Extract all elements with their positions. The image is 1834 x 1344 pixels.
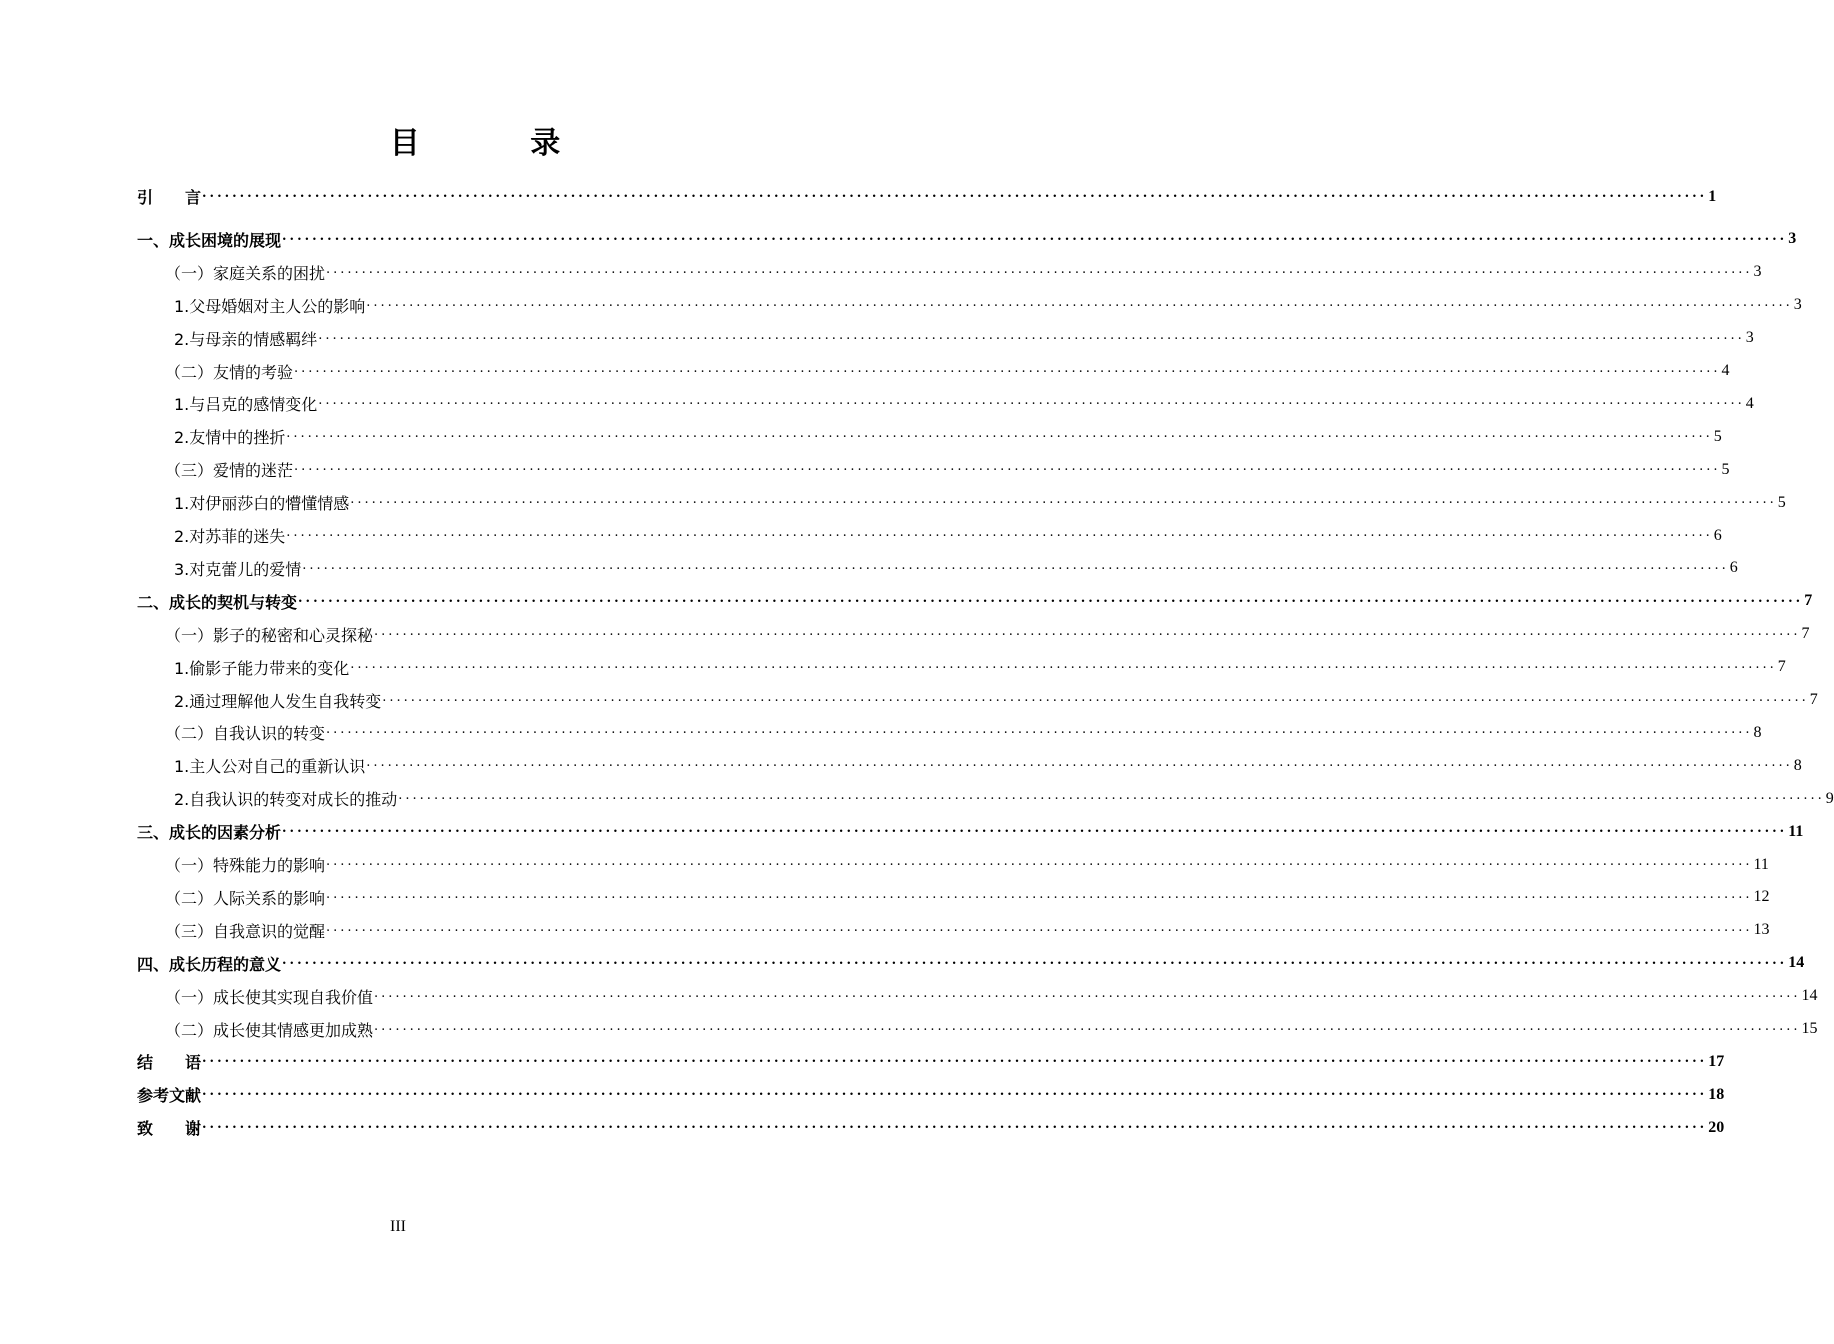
toc-dot-leader: ........................................................................................................................................................................................................ <box>382 689 1809 705</box>
toc-entry-page-number: 8 <box>1793 756 1802 774</box>
page-number-footer: III <box>390 1218 406 1235</box>
toc-entry-page-number: 5 <box>1721 460 1730 478</box>
toc-entry-label: 二、成长的契机与转变 <box>137 592 298 612</box>
toc-entry-label: 参考文献 <box>137 1086 202 1106</box>
toc-entry-page-number: 15 <box>1801 1020 1818 1037</box>
toc-entry-label: 一、成长困境的展现 <box>137 230 282 250</box>
toc-dot-leader: ........................................................................................................................................................................................................ <box>202 1117 1708 1133</box>
toc-entry-page-number: 4 <box>1721 362 1730 379</box>
toc-entry-label: （二）成长使其情感更加成熟 <box>165 1020 374 1040</box>
toc-dot-leader: ........................................................................................................................................................................................................ <box>286 426 1713 442</box>
toc-entry-label: 致 谢 <box>137 1119 202 1139</box>
toc-entry[interactable] <box>137 223 1797 256</box>
toc-entry-page-number: 20 <box>1708 1118 1725 1136</box>
toc-dot-leader: ........................................................................................................................................................................................................ <box>294 360 1721 376</box>
toc-entry[interactable] <box>137 1045 1725 1078</box>
toc-entry[interactable] <box>137 980 1818 1013</box>
page-title: 目 录 <box>389 126 611 161</box>
toc-entry[interactable] <box>137 848 1769 881</box>
toc-entry-label: 3.对克蕾儿的爱情 <box>174 559 302 579</box>
toc-entry[interactable] <box>137 387 1754 420</box>
toc-dot-leader: ........................................................................................................................................................................................................ <box>398 788 1825 804</box>
toc-entry-label: 1.对伊丽莎白的懵懂情感 <box>174 494 350 514</box>
toc-dot-leader: ........................................................................................................................................................................................................ <box>326 261 1753 277</box>
toc-dot-leader: ........................................................................................................................................................................................................ <box>302 557 1729 573</box>
toc-entry-page-number: 1 <box>1708 187 1717 205</box>
toc-entry-label: 三、成长的因素分析 <box>137 823 282 843</box>
toc-dot-leader: ........................................................................................................................................................................................................ <box>366 294 1793 310</box>
toc-entry-label: （二）友情的考验 <box>165 362 294 382</box>
toc-entry-label: 引 言 <box>137 188 202 207</box>
toc-entry-page-number: 7 <box>1804 592 1813 610</box>
toc-entry-page-number: 3 <box>1788 230 1797 248</box>
toc-dot-leader: ........................................................................................................................................................................................................ <box>374 985 1801 1001</box>
toc-entry-page-number: 8 <box>1753 723 1762 741</box>
toc-entry[interactable] <box>137 749 1802 782</box>
toc-entry-page-number: 3 <box>1793 296 1802 314</box>
toc-dot-leader: ........................................................................................................................................................................................................ <box>366 755 1793 771</box>
toc-entry-page-number: 11 <box>1788 822 1804 840</box>
toc-entry-label: 1.与吕克的感情变化 <box>174 395 318 415</box>
toc-entry[interactable] <box>137 552 1738 585</box>
toc-entry-label: （二）自我认识的转变 <box>165 724 326 744</box>
toc-dot-leader: ........................................................................................................................................................................................................ <box>350 492 1777 508</box>
toc-entry-label: 四、成长历程的意义 <box>137 954 282 974</box>
toc-entry-page-number: 12 <box>1753 888 1770 906</box>
toc-entry[interactable] <box>137 881 1770 914</box>
toc-entry-label: 1.偷影子能力带来的变化 <box>174 658 350 678</box>
toc-entry[interactable] <box>137 289 1802 322</box>
toc-entry-label: （一）家庭关系的困扰 <box>165 263 326 283</box>
toc-entry-page-number: 17 <box>1708 1052 1725 1070</box>
toc-entry[interactable] <box>137 1111 1725 1144</box>
toc-entry[interactable] <box>137 1078 1725 1111</box>
toc-entry[interactable] <box>137 355 1730 388</box>
toc-entry-label: （一）成长使其实现自我价值 <box>165 987 374 1007</box>
toc-entry-label: 1.父母婚姻对主人公的影响 <box>174 296 366 316</box>
toc-dot-leader: ........................................................................................................................................................................................................ <box>326 722 1753 738</box>
toc-entry-label: （一）影子的秘密和心灵探秘 <box>165 625 374 645</box>
toc-entry-page-number: 18 <box>1708 1085 1725 1103</box>
toc-entry-label: 2.友情中的挫折 <box>174 428 286 448</box>
toc-dot-leader: ........................................................................................................................................................................................................ <box>318 327 1745 343</box>
toc-entry-label: （一）特殊能力的影响 <box>165 856 326 875</box>
toc-entry[interactable] <box>137 651 1786 684</box>
toc-dot-leader: ........................................................................................................................................................................................................ <box>202 186 1708 201</box>
toc-dot-leader: ........................................................................................................................................................................................................ <box>326 919 1753 935</box>
toc-entry-label: （三）爱情的迷茫 <box>165 461 294 481</box>
toc-dot-leader: ........................................................................................................................................................................................................ <box>298 590 1804 606</box>
toc-entry[interactable] <box>137 716 1762 749</box>
toc-dot-leader: ........................................................................................................................................................................................................ <box>318 393 1745 409</box>
toc-entry-label: （三）自我意识的觉醒 <box>165 921 326 941</box>
toc-entry-page-number: 13 <box>1753 921 1770 939</box>
toc-dot-leader: ........................................................................................................................................................................................................ <box>282 228 1788 244</box>
toc-entry-page-number: 9 <box>1825 789 1834 807</box>
toc-entry[interactable] <box>137 947 1805 980</box>
toc-dot-leader: ........................................................................................................................................................................................................ <box>282 952 1788 968</box>
toc-entry-label: 2.自我认识的转变对成长的推动 <box>174 790 398 810</box>
toc-entry-page-number: 14 <box>1801 987 1818 1005</box>
toc-entry-page-number: 3 <box>1745 329 1754 347</box>
toc-entry[interactable] <box>137 1013 1818 1046</box>
toc-entry[interactable] <box>137 684 1818 717</box>
toc-entry-page-number: 7 <box>1777 658 1786 676</box>
toc-dot-leader: ........................................................................................................................................................................................................ <box>282 821 1788 837</box>
toc-entry-label: 2.通过理解他人发生自我转变 <box>174 691 382 711</box>
toc-entry[interactable] <box>137 618 1810 651</box>
toc-entry-label: 结 语 <box>137 1053 202 1073</box>
toc-dot-leader: ........................................................................................................................................................................................................ <box>350 656 1777 672</box>
toc-entry-page-number: 4 <box>1745 394 1754 412</box>
toc-entry-page-number: 5 <box>1713 427 1722 445</box>
toc-dot-leader: ........................................................................................................................................................................................................ <box>374 623 1801 639</box>
toc-entry[interactable] <box>137 815 1804 848</box>
toc-entry[interactable] <box>137 420 1722 453</box>
toc-entry[interactable] <box>137 453 1730 486</box>
toc-dot-leader: ........................................................................................................................................................................................................ <box>202 1051 1708 1067</box>
toc-dot-leader: ........................................................................................................................................................................................................ <box>326 854 1753 869</box>
toc-entry-page-number: 3 <box>1753 263 1762 281</box>
toc-entry-label: （二）人际关系的影响 <box>165 888 326 908</box>
toc-entry[interactable] <box>137 782 1834 815</box>
toc-entry-page-number: 11 <box>1753 855 1769 873</box>
toc-entry[interactable] <box>137 519 1722 552</box>
toc-entry-page-number: 14 <box>1788 954 1805 972</box>
toc-entry-label: 2.对苏菲的迷失 <box>174 527 286 546</box>
toc-entry[interactable] <box>137 180 1717 213</box>
toc-entry[interactable] <box>137 486 1786 519</box>
toc-entry[interactable] <box>137 322 1754 355</box>
toc-entry[interactable] <box>137 585 1813 618</box>
toc-dot-leader: ........................................................................................................................................................................................................ <box>286 525 1713 540</box>
toc-entry[interactable] <box>137 914 1770 947</box>
toc-dot-leader: ........................................................................................................................................................................................................ <box>374 1018 1801 1034</box>
toc-dot-leader: ........................................................................................................................................................................................................ <box>202 1084 1708 1100</box>
toc-dot-leader: ........................................................................................................................................................................................................ <box>326 886 1753 902</box>
toc-entry-page-number: 6 <box>1729 559 1738 577</box>
toc-entry-page-number: 7 <box>1809 691 1818 708</box>
toc-entry[interactable] <box>137 256 1762 289</box>
toc-entry-page-number: 7 <box>1801 625 1810 643</box>
toc-entry-page-number: 5 <box>1777 493 1786 511</box>
toc-entry-page-number: 6 <box>1713 526 1722 544</box>
toc-entry-label: 2.与母亲的情感羁绊 <box>174 329 318 349</box>
toc-entry-label: 1.主人公对自己的重新认识 <box>174 757 366 777</box>
toc-dot-leader: ........................................................................................................................................................................................................ <box>294 459 1721 475</box>
